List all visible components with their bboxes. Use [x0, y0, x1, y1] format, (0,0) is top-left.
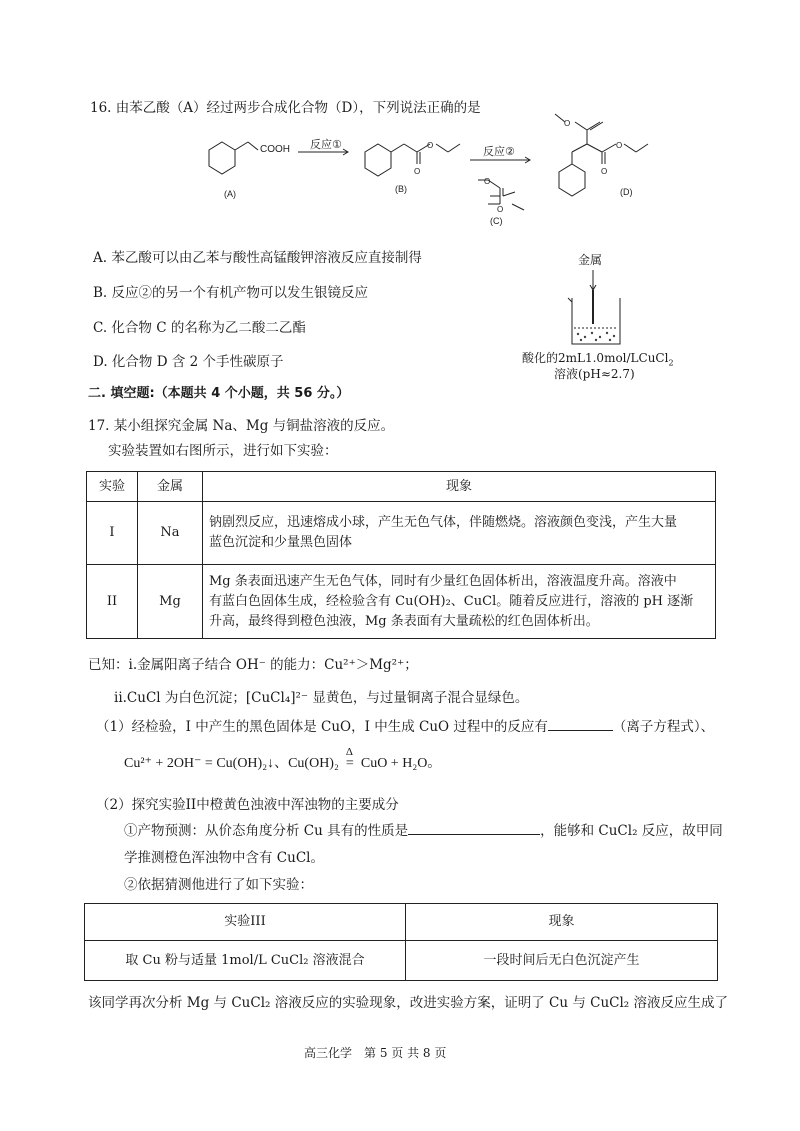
exp3-procedure: 取 Cu 粉与适量 1mol/L CuCl₂ 溶液混合 — [85, 941, 406, 981]
svg-text:O: O — [484, 177, 491, 186]
phenomenon: 钠剧烈反应，迅速熔成小球，产生无色气体，伴随燃烧。溶液颜色变浅，产生大量 蓝色沉淀和少量黑色固体 — [203, 502, 716, 565]
label-d: (D) — [620, 187, 633, 197]
benzene-ring-b — [365, 144, 391, 176]
col-header-metal: 金属 — [138, 472, 203, 502]
label-a: (A) — [224, 189, 236, 199]
metal: Na — [138, 502, 203, 565]
part2-1-line: ①产物预测：从价态角度分析 Cu 具有的性质是 ，能够和 CuCl₂ 反应，故甲同 — [124, 823, 723, 839]
metal: Mg — [138, 565, 203, 639]
table-row — [87, 502, 716, 565]
experiment-table — [86, 471, 716, 639]
apparatus-metal-label: 金属 — [578, 253, 603, 267]
svg-text:O: O — [616, 141, 623, 150]
exp3-header: 实验III — [85, 904, 406, 941]
label-b: (B) — [395, 184, 407, 194]
last-line: 该同学再次分析 Mg 与 CuCl₂ 溶液反应的实验现象，改进实验方案，证明了 Cu 与 CuCl₂ 溶液反应生成了 — [88, 995, 728, 1011]
table-row — [85, 941, 718, 981]
q16-option-c: C. 化合物 C 的名称为乙二酸二乙酯 — [93, 320, 306, 336]
equation: Cu²⁺ + 2OH⁻ = Cu(OH)₂↓、Cu(OH)₂ Δ = CuO + H₂O。 — [124, 746, 442, 771]
known-1: 已知：i.金属阳离子结合 OH⁻ 的能力：Cu²⁺＞Mg²⁺； — [88, 657, 418, 673]
answer-blank-1[interactable] — [548, 730, 613, 731]
answer-blank-2[interactable] — [408, 834, 540, 835]
col-header-exp: 实验 — [87, 472, 138, 502]
exp3-phenomenon-header: 现象 — [406, 904, 718, 941]
q17-setup: 实验装置如右图所示，进行如下实验： — [108, 443, 338, 459]
phenomenon: Mg 条表面迅速产生无色气体，同时有少量红色固体析出，溶液温度升高。溶液中 有蓝白色固体生成，经检验含有 Cu(OH)₂、CuCl。随着反应进行，溶液的 pH 逐渐 升高，最终得到橙色浊液，Mg 条表面有大量疏松的红色固体析出。 — [203, 565, 716, 639]
experiment3-table — [84, 903, 718, 981]
q16-option-b: B. 反应②的另一个有机产物可以发生银镜反应 — [93, 285, 369, 301]
q16-option-d: D. 化合物 D 含 2 个手性碳原子 — [93, 354, 284, 370]
reaction-2-label: 反应② — [483, 146, 515, 158]
table-row — [87, 565, 716, 639]
label-c: (C) — [490, 216, 503, 226]
part2-title: （2）探究实验II中橙黄色浊液中浑浊物的主要成分 — [96, 797, 399, 813]
exp-id: I — [87, 502, 138, 565]
benzene-ring-a — [209, 142, 235, 174]
q17-stem: 17. 某小组探究金属 Na、Mg 与铜盐溶液的反应。 — [88, 418, 395, 434]
part1-line: （1）经检验，I 中产生的黑色固体是 CuO，I 中生成 CuO 过程中的反应有 （离子方程式）、 — [96, 719, 715, 735]
exp-id: II — [87, 565, 138, 639]
q16-stem: 16. 由苯乙酸（A）经过两步合成化合物（D），下列说法正确的是 — [90, 100, 481, 116]
svg-text:O: O — [497, 205, 504, 214]
part2-1-cont: 学推测橙色浑浊物中含有 CuCl。 — [124, 850, 324, 866]
cooh-label: COOH — [260, 144, 290, 155]
page-footer: 高三化学 第 5 页 共 8 页 — [304, 1046, 447, 1060]
known-2: ii.CuCl 为白色沉淀；[CuCl₄]²⁻ 显黄色，与过量铜离子混合显绿色。 — [114, 690, 529, 706]
col-header-phenomenon: 现象 — [203, 472, 716, 502]
svg-text:O: O — [414, 167, 421, 176]
exp3-result: 一段时间后无白色沉淀产生 — [406, 941, 718, 981]
svg-text:O: O — [601, 167, 608, 176]
svg-text:O: O — [564, 119, 571, 128]
apparatus-solution-line1: 酸化的2mL1.0mol/LCuCl$_2$ — [522, 351, 674, 368]
svg-text:O: O — [427, 141, 434, 150]
benzene-ring-d — [559, 164, 585, 196]
reaction-scheme — [200, 100, 670, 235]
part2-2: ②依据猜测他进行了如下实验： — [124, 877, 313, 893]
beaker-diagram — [560, 268, 640, 348]
reaction-1-label: 反应① — [310, 139, 342, 151]
q16-option-a: A. 苯乙酸可以由乙苯与酸性高锰酸钾溶液反应直接制得 — [93, 250, 422, 266]
apparatus-solution-line2: 溶液(pH≈2.7) — [554, 367, 635, 381]
section-heading: 二. 填空题:（本题共 4 个小题，共 56 分。） — [88, 386, 350, 401]
